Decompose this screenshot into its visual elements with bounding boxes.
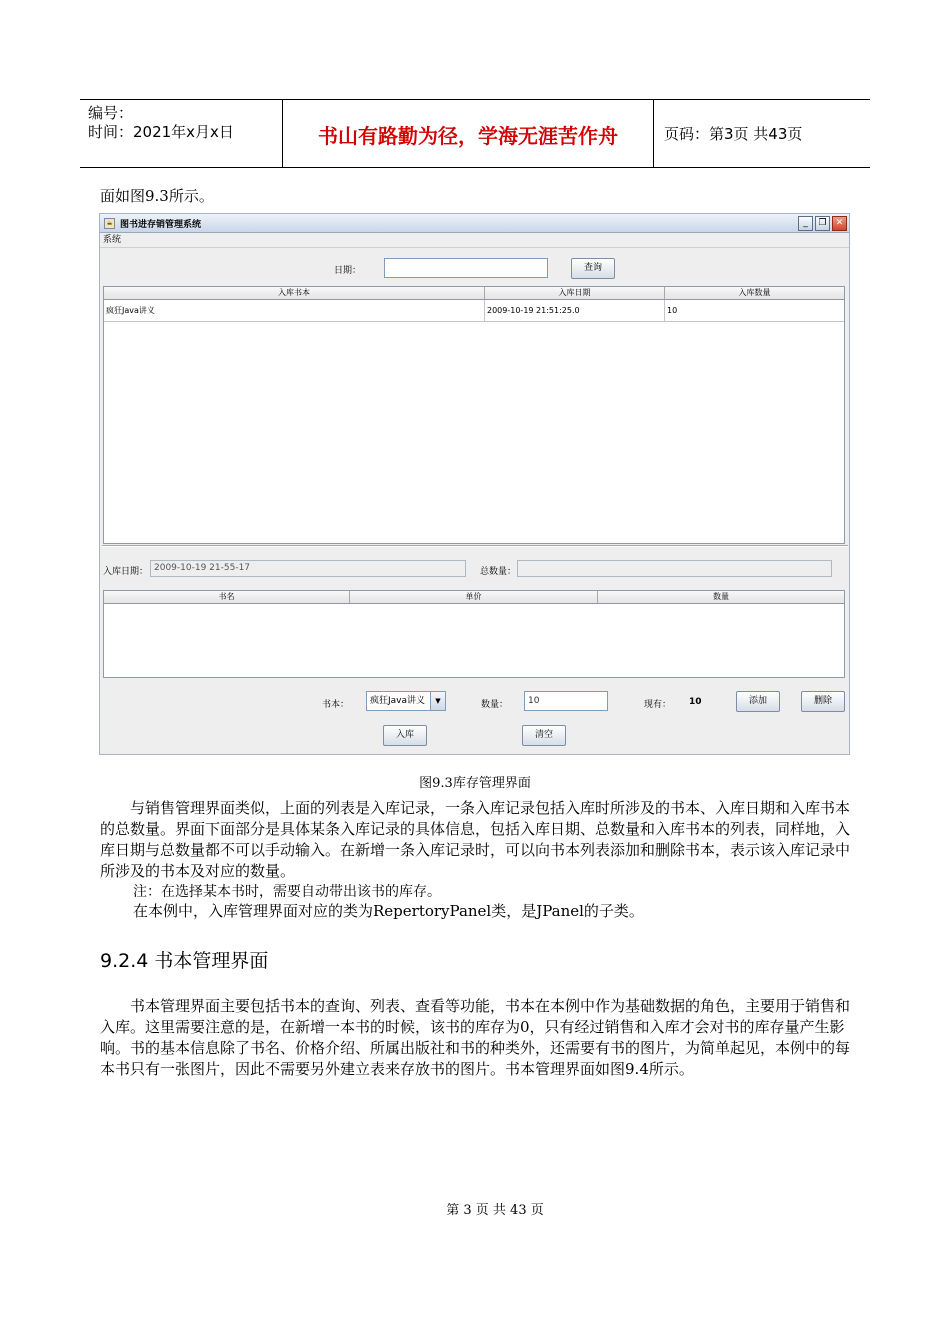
total-field bbox=[517, 560, 832, 577]
body-paragraph-2: 在本例中，入库管理界面对应的类为RepertoryPanel类，是JPanel的子类。 bbox=[133, 902, 644, 920]
date-input[interactable] bbox=[384, 258, 548, 278]
header-motto: 书山有路勤为径，学海无涯苦作舟 bbox=[282, 100, 654, 167]
add-button[interactable]: 添加 bbox=[736, 691, 780, 712]
detail-date-field: 2009-10-19 21-55-17 bbox=[150, 560, 466, 577]
header-number-label: 编号： bbox=[88, 104, 134, 122]
date-label: 日期： bbox=[334, 266, 362, 276]
records-col-book[interactable]: 入库书本 bbox=[104, 287, 485, 299]
figure-caption: 图9.3库存管理界面 bbox=[419, 776, 531, 791]
window-title: 图书进存销管理系统 bbox=[120, 219, 202, 230]
body-paragraph-1: 与销售管理界面类似，上面的列表是入库记录，一条入库记录包括入库时所涉及的书本、入库日期和入库书本的总数量。界面下面部分是具体某条入库记录的具体信息，包括入库日期、总数量和入库书本的列表，同样地，入库日期与总数量都不可以手动输入。在新增一条入库记录时，可以向书本列表添加和删除书本，表示该入库记录中所涉及的书本及对应的数量。 bbox=[100, 799, 851, 880]
records-col-qty[interactable]: 入库数量 bbox=[738, 288, 771, 297]
books-table-header bbox=[104, 591, 844, 604]
menu-bar bbox=[100, 233, 849, 248]
amount-label: 数量： bbox=[481, 700, 509, 710]
header-page-label: 页码：第3页 共43页 bbox=[664, 125, 803, 143]
records-cell-book: 疯狂Java讲义 bbox=[104, 300, 485, 321]
window-titlebar bbox=[100, 214, 849, 233]
query-button[interactable]: 查询 bbox=[571, 258, 615, 279]
stock-value: 10 bbox=[689, 697, 702, 707]
section-heading: 9.2.4 书本管理界面 bbox=[100, 950, 269, 972]
clear-button[interactable]: 清空 bbox=[522, 725, 566, 746]
header-left-cell bbox=[80, 100, 282, 167]
page-footer: 第 3 页 共 43 页 bbox=[446, 1203, 544, 1218]
app-window bbox=[99, 213, 850, 755]
note-text: 注：在选择某本书时，需要自动带出该书的库存。 bbox=[133, 884, 441, 900]
intro-text: 面如图9.3所示。 bbox=[100, 187, 214, 205]
book-select-value: 疯狂Java讲义 bbox=[370, 696, 426, 706]
table-row[interactable] bbox=[104, 300, 844, 322]
books-col-qty[interactable]: 数量 bbox=[713, 592, 729, 601]
header-date-label: 时间：2021年x月x日 bbox=[88, 123, 234, 141]
page-header bbox=[80, 99, 870, 168]
body-paragraph-3: 书本管理界面主要包括书本的查询、列表、查看等功能，书本在本例中作为基础数据的角色，主要用于销售和入库。这里需要注意的是，在新增一本书的时候，该书的库存为0，只有经过销售和入库才会对书的库存量产生影响。书的基本信息除了书名、价格介绍、所属出版社和书的种类外，还需要有书的图片，为简单起见，本例中的每本书只有一张图片，因此不需要另外建立表来存放书的图片。书本管理界面如图9.4所示。 bbox=[100, 997, 851, 1078]
app-icon: ☕ bbox=[104, 218, 115, 229]
delete-button[interactable]: 删除 bbox=[801, 691, 845, 712]
books-col-price[interactable]: 单价 bbox=[350, 591, 598, 603]
stock-label: 现有： bbox=[644, 700, 672, 710]
books-col-name[interactable]: 书名 bbox=[104, 591, 350, 603]
panel-divider bbox=[102, 545, 848, 547]
books-table bbox=[103, 590, 845, 678]
records-table bbox=[103, 286, 845, 544]
records-cell-qty: 10 bbox=[667, 306, 678, 315]
stock-in-button[interactable]: 入库 bbox=[383, 725, 427, 746]
records-col-date[interactable]: 入库日期 bbox=[485, 287, 665, 299]
book-select[interactable] bbox=[366, 691, 446, 711]
menu-system[interactable]: 系统 bbox=[103, 235, 122, 245]
minimize-icon[interactable]: _ bbox=[798, 216, 813, 231]
book-label: 书本： bbox=[322, 700, 350, 710]
window-controls bbox=[798, 216, 847, 231]
total-label: 总数量： bbox=[480, 567, 517, 577]
restore-icon[interactable]: ❐ bbox=[815, 216, 830, 231]
amount-input[interactable]: 10 bbox=[524, 691, 608, 711]
records-cell-date: 2009-10-19 21:51:25.0 bbox=[485, 300, 665, 321]
close-icon[interactable]: ✕ bbox=[832, 216, 847, 231]
records-table-header bbox=[104, 287, 844, 300]
detail-date-label: 入库日期： bbox=[103, 567, 149, 577]
chevron-down-icon[interactable]: ▼ bbox=[430, 692, 445, 710]
